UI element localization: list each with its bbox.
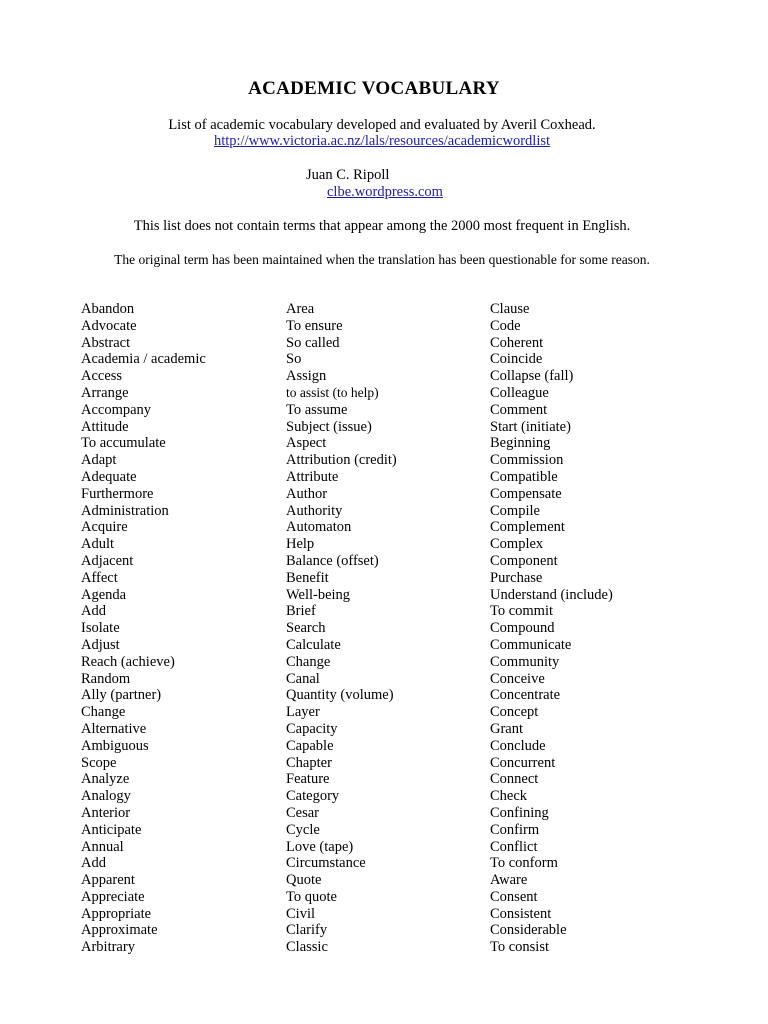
vocabulary-word: Attitude	[81, 418, 129, 435]
vocabulary-word: Adequate	[81, 468, 137, 485]
vocabulary-word: Complex	[490, 536, 544, 553]
vocabulary-word: To ensure	[286, 317, 343, 334]
vocabulary-word: Purchase	[490, 569, 543, 586]
vocabulary-word: Assign	[286, 368, 327, 385]
frequency-note: This list does not contain terms that appear among the 2000 most frequent in English.	[133, 218, 631, 234]
vocabulary-word: Help	[286, 536, 315, 553]
vocabulary-word: Anterior	[81, 804, 131, 821]
vocabulary-column-1	[81, 301, 206, 956]
vocabulary-word: Classic	[286, 939, 328, 956]
vocabulary-word: Feature	[286, 771, 330, 788]
vocabulary-word: Capacity	[286, 720, 338, 737]
vocabulary-word: Coherent	[490, 334, 544, 351]
vocabulary-word: Aware	[490, 872, 528, 889]
vocabulary-word: Attribute	[286, 468, 339, 485]
vocabulary-word: Benefit	[286, 569, 329, 586]
vocabulary-word: Category	[286, 788, 340, 805]
vocabulary-word: Chapter	[286, 754, 332, 771]
vocabulary-word: Concentrate	[490, 687, 561, 704]
vocabulary-word: Area	[286, 301, 315, 317]
vocabulary-word: Circumstance	[286, 855, 366, 872]
vocabulary-word: Adjust	[81, 636, 120, 653]
vocabulary-word: Annual	[81, 838, 124, 855]
source-link[interactable]: http://www.victoria.ac.nz/lals/resources/academicwordlist	[213, 133, 551, 149]
vocabulary-word: Analogy	[81, 788, 131, 805]
vocabulary-word: Cycle	[286, 821, 320, 838]
document-title: ACADEMIC VOCABULARY	[248, 78, 500, 99]
vocabulary-word: Cesar	[286, 804, 320, 821]
vocabulary-word: To commit	[490, 603, 554, 620]
vocabulary-word: Reach (achieve)	[81, 653, 175, 670]
vocabulary-word: Comment	[490, 401, 548, 418]
vocabulary-word: Conceive	[490, 670, 545, 687]
vocabulary-word: Love (tape)	[286, 838, 354, 855]
vocabulary-column-3	[490, 301, 613, 956]
vocabulary-word: Confirm	[490, 821, 540, 838]
vocabulary-word: Approximate	[81, 922, 158, 939]
vocabulary-word: Anticipate	[81, 821, 142, 838]
vocabulary-word: Concurrent	[490, 754, 556, 771]
vocabulary-word: Component	[490, 552, 558, 569]
vocabulary-word: To consist	[490, 939, 549, 956]
vocabulary-word: So	[286, 351, 302, 368]
vocabulary-word: Confining	[490, 804, 549, 821]
vocabulary-word: Academia / academic	[81, 351, 206, 368]
vocabulary-word: Alternative	[81, 720, 147, 737]
vocabulary-word: Colleague	[490, 384, 549, 401]
vocabulary-word: Clause	[490, 301, 530, 317]
vocabulary-word: Concept	[490, 704, 539, 721]
vocabulary-word: Authority	[286, 502, 343, 519]
vocabulary-word: To quote	[286, 888, 337, 905]
vocabulary-word: Access	[81, 368, 123, 385]
vocabulary-word: to assist (to help)	[286, 384, 379, 400]
document-subtitle: List of academic vocabulary developed and evaluated by Averil Coxhead.	[168, 117, 596, 133]
vocabulary-word: Coincide	[490, 351, 543, 368]
vocabulary-word: Clarify	[286, 922, 328, 939]
vocabulary-word: Add	[81, 603, 106, 620]
vocabulary-word: Apparent	[81, 872, 135, 889]
vocabulary-word: Collapse (fall)	[490, 368, 574, 385]
vocabulary-word: Adjacent	[81, 552, 134, 569]
vocabulary-word: Canal	[286, 670, 320, 687]
vocabulary-word: Communicate	[490, 636, 572, 653]
vocabulary-word: Consistent	[490, 905, 552, 922]
vocabulary-word: Automaton	[286, 519, 352, 536]
author-name: Juan C. Ripoll	[306, 167, 390, 183]
vocabulary-word: Affect	[81, 569, 118, 586]
vocabulary-word: Capable	[286, 737, 334, 754]
vocabulary-word: Change	[286, 653, 331, 670]
vocabulary-word: Conflict	[490, 838, 538, 855]
vocabulary-word: Community	[490, 653, 560, 670]
vocabulary-word: Adult	[81, 536, 115, 553]
vocabulary-word: Author	[286, 485, 328, 502]
vocabulary-word: Complement	[490, 519, 565, 536]
vocabulary-word: Scope	[81, 754, 117, 771]
vocabulary-word: Calculate	[286, 636, 341, 653]
vocabulary-word: Considerable	[490, 922, 567, 939]
vocabulary-word: Balance (offset)	[286, 552, 379, 569]
vocabulary-word: Commission	[490, 452, 564, 469]
vocabulary-word: Abandon	[81, 301, 135, 317]
vocabulary-word: Conclude	[490, 737, 546, 754]
vocabulary-word: Agenda	[81, 586, 127, 603]
vocabulary-word: Well-being	[286, 586, 351, 603]
vocabulary-word: Consent	[490, 888, 538, 905]
blog-link[interactable]: clbe.wordpress.com	[327, 184, 443, 200]
vocabulary-column-2	[286, 301, 397, 956]
vocabulary-word: Brief	[286, 603, 316, 620]
vocabulary-word: Code	[490, 317, 521, 334]
vocabulary-word: Acquire	[81, 519, 128, 536]
vocabulary-word: Attribution (credit)	[286, 452, 397, 469]
vocabulary-word: To accumulate	[81, 435, 166, 452]
vocabulary-word: Civil	[286, 905, 316, 922]
vocabulary-word: Analyze	[81, 771, 130, 788]
vocabulary-word: Check	[490, 788, 528, 805]
vocabulary-word: Search	[286, 620, 326, 637]
vocabulary-word: Arrange	[81, 384, 129, 401]
vocabulary-word: Connect	[490, 771, 539, 788]
vocabulary-word: Compensate	[490, 485, 562, 502]
vocabulary-word: Quantity (volume)	[286, 687, 394, 704]
vocabulary-word: Administration	[81, 502, 169, 519]
vocabulary-word: Understand (include)	[490, 586, 613, 603]
vocabulary-word: Add	[81, 855, 106, 872]
vocabulary-word: Furthermore	[81, 485, 154, 502]
vocabulary-word: Accompany	[81, 401, 152, 418]
vocabulary-word: Compound	[490, 620, 555, 637]
vocabulary-word: Beginning	[490, 435, 551, 452]
vocabulary-word: Appreciate	[81, 888, 145, 905]
vocabulary-word: Start (initiate)	[490, 418, 571, 435]
vocabulary-word: Compile	[490, 502, 540, 519]
vocabulary-word: Quote	[286, 872, 322, 889]
vocabulary-word: Change	[81, 704, 126, 721]
vocabulary-word: To assume	[286, 401, 348, 418]
vocabulary-word: Subject (issue)	[286, 418, 372, 435]
vocabulary-word: Ambiguous	[81, 737, 149, 754]
vocabulary-word: Arbitrary	[81, 939, 135, 956]
vocabulary-word: To conform	[490, 855, 558, 872]
vocabulary-word: Aspect	[286, 435, 327, 452]
vocabulary-word: Random	[81, 670, 131, 687]
vocabulary-word: Abstract	[81, 334, 131, 351]
vocabulary-word: Adapt	[81, 452, 117, 469]
vocabulary-word: Layer	[286, 704, 320, 721]
vocabulary-word: Ally (partner)	[81, 687, 162, 704]
vocabulary-word: Advocate	[81, 317, 137, 334]
vocabulary-word: Compatible	[490, 468, 558, 485]
vocabulary-word: Grant	[490, 720, 524, 737]
vocabulary-word: Appropriate	[81, 905, 152, 922]
vocabulary-word: Isolate	[81, 620, 120, 637]
vocabulary-word: So called	[286, 334, 340, 351]
translation-note: The original term has been maintained when the translation has been questionable for some reason.	[114, 252, 650, 267]
